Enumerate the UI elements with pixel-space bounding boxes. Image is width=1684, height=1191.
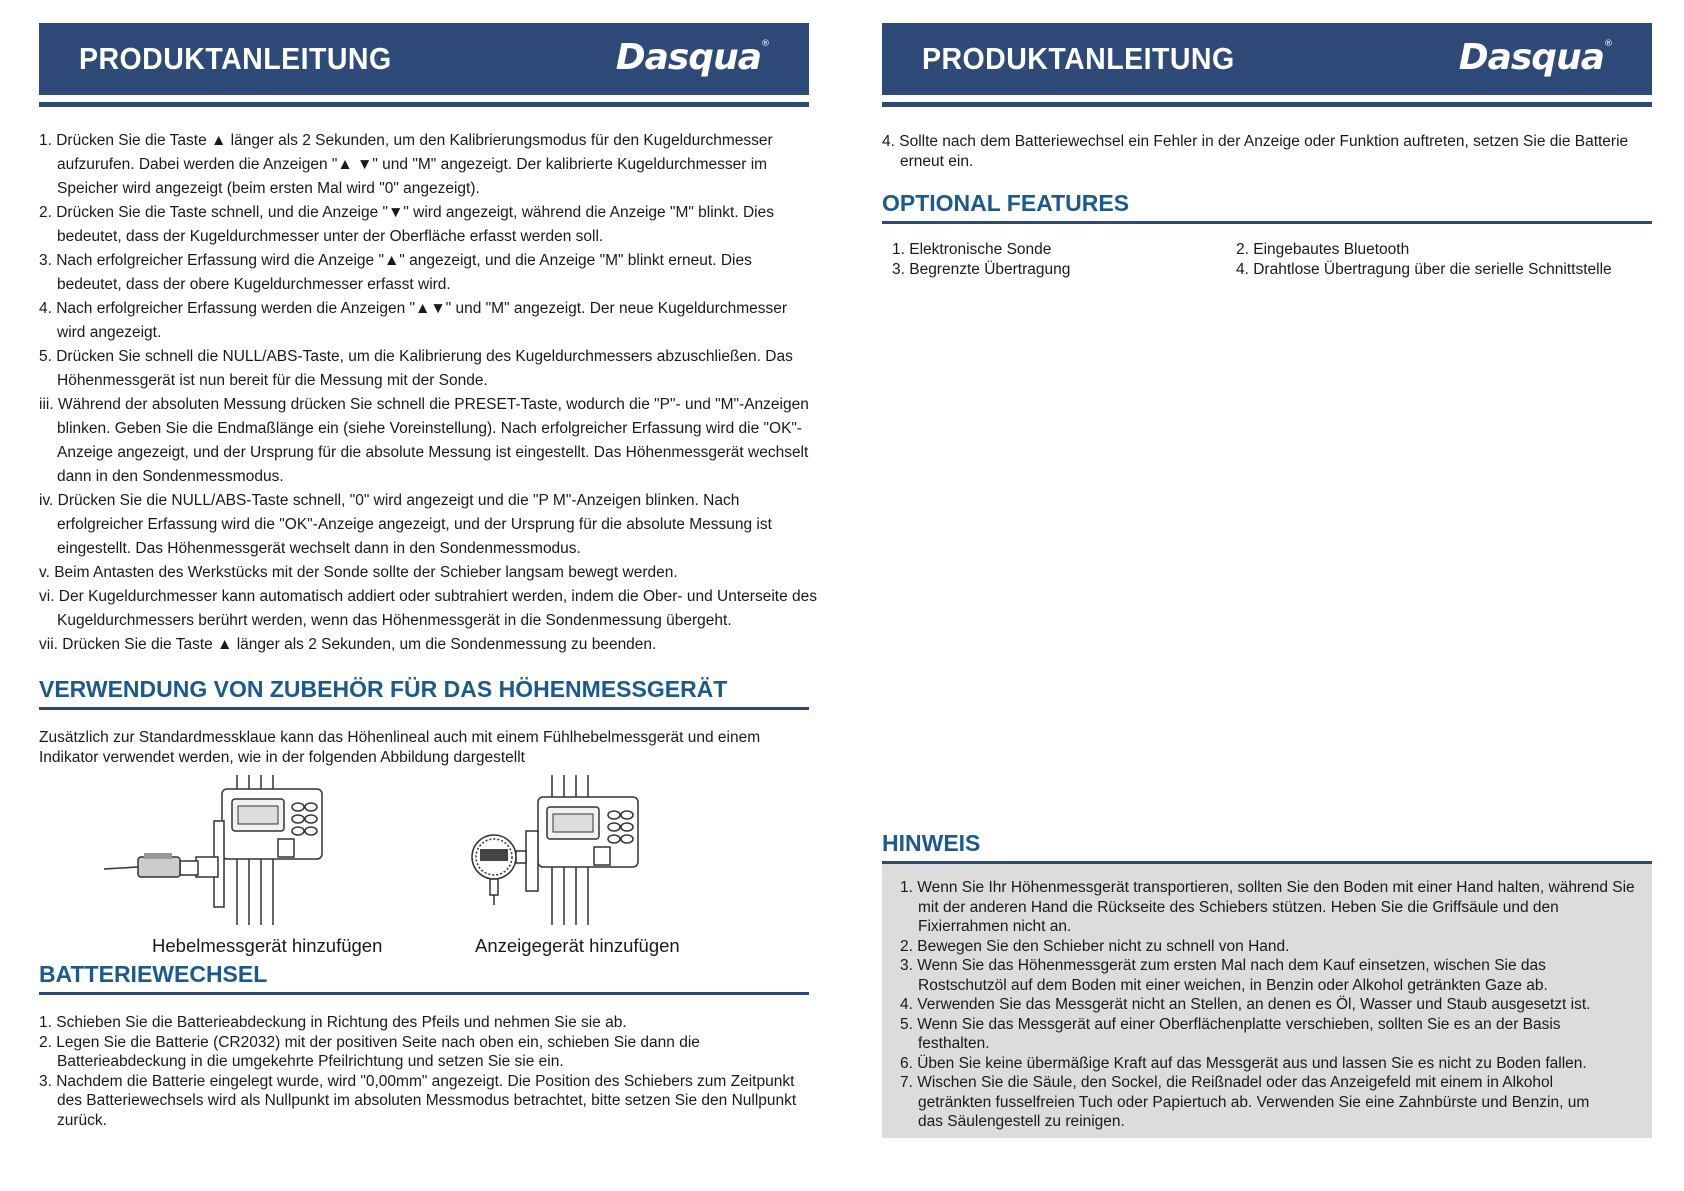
right-header-logo bbox=[1459, 37, 1612, 78]
step-item: 2. Drücken Sie die Taste schnell, und die Anzeige "▼" wird angezeigt, während die Anzeige "M" blinkt. Dies bedeutet, dass der Kugeldurchmesser unter der Oberfläche erfasst werden soll. bbox=[39, 204, 774, 245]
feature-item: 4. Drahtlose Übertragung über die serielle Schnittstelle bbox=[1236, 260, 1612, 278]
feature-item: 3. Begrenzte Übertragung bbox=[892, 260, 1071, 278]
battery-heading: BATTERIEWECHSEL bbox=[39, 961, 809, 995]
calibration-steps bbox=[39, 129, 819, 657]
battery-step: 3. Nachdem die Batterie eingelegt wurde, wird "0,00mm" angezeigt. Die Position des Schiebers zum Zeitpunkt des Batteriewechsels wird als Nullpunkt im absoluten Messmodus betrachtet, bitte setzen Sie den Nullpunkt zurück. bbox=[39, 1072, 797, 1129]
accessories-intro: Zusätzlich zur Standardmessklaue kann das Höhenlineal auch mit einem Fühlhebelmessgerät und einem Indikator verwendet werden, wie in der folgenden Abbildung dargestellt bbox=[39, 729, 761, 766]
battery-step-continued: 4. Sollte nach dem Batteriewechsel ein Fehler in der Anzeige oder Funktion auftreten, setzen Sie die Batterie erneut ein. bbox=[882, 133, 1629, 170]
step-item: 5. Drücken Sie schnell die NULL/ABS-Taste, um die Kalibrierung des Kugeldurchmessers abzuschließen. Das Höhenmessgerät ist nun bereit für die Messung mit der Sonde. bbox=[39, 348, 793, 389]
left-logo-mark: ® bbox=[761, 39, 769, 49]
feature-item: 1. Elektronische Sonde bbox=[892, 241, 1052, 258]
hinweis-item: 5. Wenn Sie das Messgerät auf einer Oberflächenplatte verschieben, sollten Sie es an der Basis festhalten. bbox=[900, 1015, 1561, 1052]
hinweis-item: 1. Wenn Sie Ihr Höhenmessgerät transportieren, sollten Sie den Boden mit einer Hand halten, während Sie mit der anderen Hand die Rückseite des Schiebers stützen. Heben Sie die Griffsäule und den Fixierrahmen nicht an. bbox=[900, 879, 1635, 935]
hinweis-item: 3. Wenn Sie das Höhenmessgerät zum ersten Mal nach dem Kauf einsetzen, wischen Sie das Rostschutzöl auf dem Boden mit einer weichen, in Benzin oder Alkohol getränkten Gaze ab. bbox=[900, 957, 1548, 994]
step-item: 1. Drücken Sie die Taste ▲ länger als 2 Sekunden, um den Kalibrierungsmodus für den Kugeldurchmesser aufzurufen. Dabei werden die Anzeigen "▲ ▼" und "M" angezeigt. Der kalibrierte Kugeldurchmesser im Speicher wird angezeigt (beim ersten Mal wird "0" angezeigt). bbox=[39, 132, 773, 197]
hinweis-item: 6. Üben Sie keine übermäßige Kraft auf das Messgerät aus und lassen Sie es nicht zu Boden fallen. bbox=[900, 1054, 1587, 1072]
step-item: iii. Während der absoluten Messung drücken Sie schnell die PRESET-Taste, wodurch die "P"- und "M"-Anzeigen blinken. Geben Sie die Endmaßlänge ein (siehe Voreinstellung). Nach erfolgreicher Erfassung wird die "OK"-Anzeige angezeigt, und der Ursprung für die absolute Messung ist eingestellt. Das Höhenmessgerät wechselt dann in den Sondenmessmodus. bbox=[39, 396, 809, 485]
right-page bbox=[882, 0, 1652, 1191]
step-item: 3. Nach erfolgreicher Erfassung wird die Anzeige "▲" angezeigt, und die Anzeige "M" blinkt erneut. Dies bedeutet, dass der obere Kugeldurchmesser erfasst wird. bbox=[39, 252, 752, 293]
features-list bbox=[882, 240, 1652, 279]
hinweis-box bbox=[882, 864, 1652, 1138]
hinweis-item: 4. Verwenden Sie das Messgerät nicht an Stellen, an denen es Öl, Wasser und Staub ausgesetzt ist. bbox=[900, 996, 1591, 1013]
hinweis-heading: HINWEIS bbox=[882, 830, 1652, 864]
left-header-title: PRODUKTANLEITUNG bbox=[79, 41, 392, 76]
step-item: 4. Nach erfolgreicher Erfassung werden die Anzeigen "▲▼" und "M" angezeigt. Der neue Kugeldurchmesser wird angezeigt. bbox=[39, 300, 788, 341]
step-item: v. Beim Antasten des Werkstücks mit der Sonde sollte der Schieber langsam bewegt werden. bbox=[39, 564, 678, 581]
accessories-section bbox=[39, 676, 809, 965]
features-section bbox=[882, 190, 1652, 279]
accessory-figures bbox=[39, 775, 809, 965]
features-heading: OPTIONAL FEATURES bbox=[882, 190, 1652, 224]
left-logo-text: Dasqua bbox=[615, 37, 761, 78]
lever-caption: Hebelmessgerät hinzufügen bbox=[152, 935, 383, 956]
battery-step: 2. Legen Sie die Batterie (CR2032) mit der positiven Seite nach oben ein, schieben Sie dann die Batterieabdeckung in die umgekehrte Pfeilrichtung und setzen Sie sie ein. bbox=[39, 1033, 700, 1070]
step-item: iv. Drücken Sie die NULL/ABS-Taste schnell, "0" wird angezeigt und die "P M"-Anzeigen blinken. Nach erfolgreicher Erfassung wird die "OK"-Anzeige angezeigt, und der Ursprung für die absolute Messung ist eingestellt. Das Höhenmessgerät wechselt dann in den Sondenmessmodus. bbox=[39, 492, 772, 557]
battery-steps bbox=[39, 1013, 799, 1130]
right-logo-mark: ® bbox=[1604, 39, 1612, 49]
lever-gauge-figure bbox=[104, 775, 354, 925]
right-header-title: PRODUKTANLEITUNG bbox=[922, 41, 1235, 76]
step-item: vi. Der Kugeldurchmesser kann automatisch addiert oder subtrahiert werden, indem die Ober- und Unterseite des Kugeldurchmessers berührt werden, wenn das Höhenmessgerät in die Sondenmessung übergeht. bbox=[39, 588, 817, 629]
indicator-caption: Anzeigegerät hinzufügen bbox=[475, 935, 680, 956]
feature-item: 2. Eingebautes Bluetooth bbox=[1236, 241, 1410, 258]
hinweis-item: 2. Bewegen Sie den Schieber nicht zu schnell von Hand. bbox=[900, 937, 1290, 955]
battery-section bbox=[39, 961, 809, 1130]
left-header-logo bbox=[616, 37, 769, 78]
battery-step: 1. Schieben Sie die Batterieabdeckung in Richtung des Pfeils und nehmen Sie sie ab. bbox=[39, 1014, 627, 1031]
hinweis-item: 7. Wischen Sie die Säule, den Sockel, die Reißnadel oder das Anzeigefeld mit einem in Alkohol getränkten fusselfreien Tuch oder Papiertuch ab. Verwenden Sie eine Zahnbürste und Benzin, um das Säulengestell zu reinigen. bbox=[900, 1074, 1590, 1130]
step-item: vii. Drücken Sie die Taste ▲ länger als 2 Sekunden, um die Sondenmessung zu beenden. bbox=[39, 636, 657, 653]
right-header-rule bbox=[882, 102, 1652, 107]
left-header-bar bbox=[39, 23, 809, 95]
left-header-rule bbox=[39, 102, 809, 107]
accessories-heading: VERWENDUNG VON ZUBEHÖR FÜR DAS HÖHENMESSGERÄT bbox=[39, 676, 809, 710]
hinweis-section bbox=[882, 830, 1652, 1138]
right-logo-text: Dasqua bbox=[1458, 37, 1604, 78]
left-page bbox=[39, 0, 817, 1191]
dial-indicator-figure bbox=[470, 775, 650, 925]
right-header-bar bbox=[882, 23, 1652, 95]
